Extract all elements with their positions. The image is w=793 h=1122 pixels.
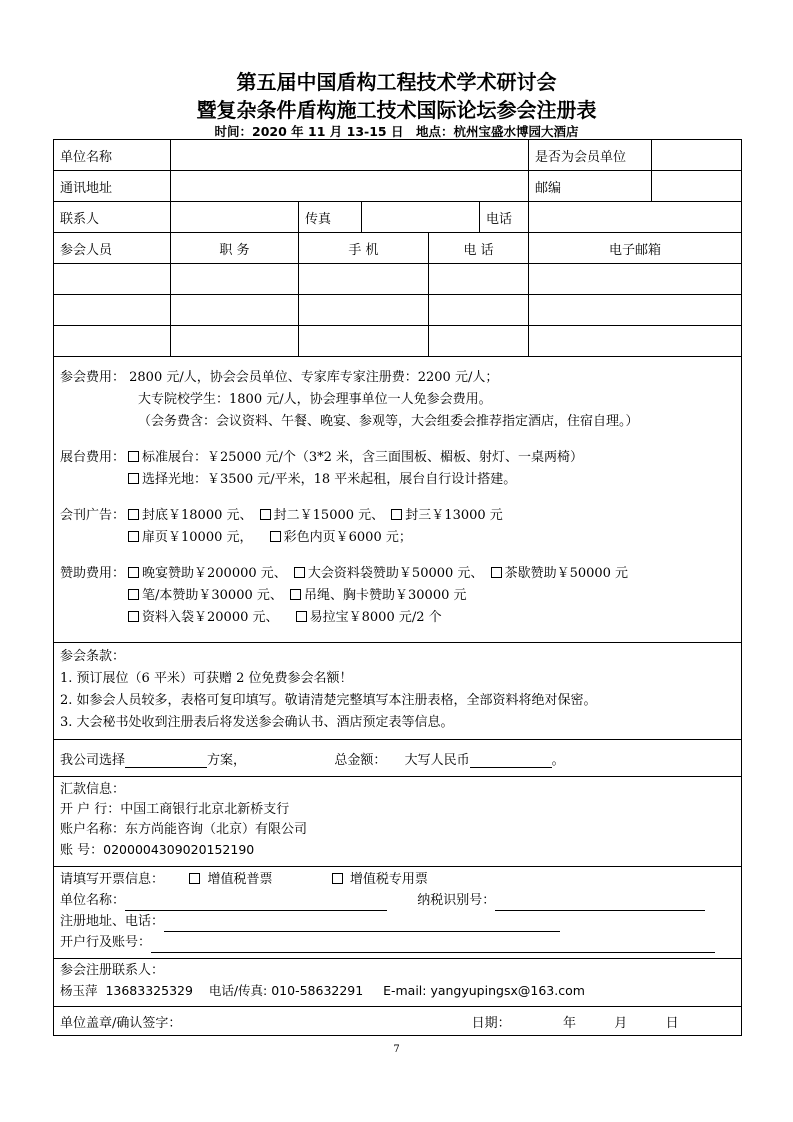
fee-line-2: 大专院校学生：1800 元/人，协会理事单位一人免参会费用。	[138, 392, 492, 407]
position-header: 职 务	[171, 233, 299, 264]
invoice-special-label: 增值税专用票	[349, 872, 428, 887]
terms-item-2: 2. 如参会人员较多，表格可复印填写。敬请清楚完整填写本注册表格，全部资料将绝对保密。	[60, 693, 597, 708]
address-label: 通讯地址	[54, 171, 171, 202]
remit-account-line	[60, 840, 735, 861]
attendee-name-cell[interactable]	[54, 295, 171, 326]
date-label: 日期：	[471, 1015, 511, 1031]
amount-field[interactable]	[470, 752, 552, 768]
day-label: 日	[665, 1015, 679, 1031]
ad-title-page-checkbox[interactable]	[128, 531, 139, 542]
sponsor-line-1	[60, 563, 735, 585]
total-amount-label: 总金额：	[334, 752, 387, 768]
attendee-mobile-cell[interactable]	[299, 264, 429, 295]
sponsor-banquet-text: 晚宴赞助￥200000 元、	[142, 566, 287, 581]
remit-bank: 开 户 行：中国工商银行北京北新桥支行	[60, 802, 290, 817]
attendee-mobile-cell[interactable]	[299, 326, 429, 357]
plan-field[interactable]	[125, 752, 207, 768]
sponsor-banner-text: 易拉宝￥8000 元/2 个	[309, 610, 442, 625]
contact-label: 联系人	[54, 202, 171, 233]
ad-inside-front-text: 封二￥15000 元、	[273, 508, 385, 523]
sponsor-tea-text: 茶歇赞助￥50000 元	[504, 566, 629, 581]
invoice-normal-label: 增值税普票	[207, 872, 273, 887]
terms-section	[54, 643, 742, 740]
year-label: 年	[562, 1015, 576, 1031]
sponsor-lanyard-text: 吊绳、胸卡赞助￥30000 元	[304, 588, 467, 603]
sponsor-pen-checkbox[interactable]	[128, 589, 139, 600]
unit-name-label: 单位名称	[54, 140, 171, 171]
terms-item-3: 3. 大会秘书处收到注册表后将发送参会确认书、酒店预定表等信息。	[60, 715, 454, 730]
invoice-tax-label: 纳税识别号：	[417, 893, 496, 908]
remit-section	[54, 777, 742, 867]
sponsor-line-3	[60, 607, 735, 629]
attendee-name-cell[interactable]	[54, 264, 171, 295]
invoice-section	[54, 867, 742, 959]
invoice-normal-checkbox[interactable]	[189, 873, 200, 884]
ad-line-1	[60, 505, 735, 527]
mobile-header: 手 机	[299, 233, 429, 264]
ad-inside-back-text: 封三￥13000 元	[405, 508, 503, 523]
plan-selection-row	[54, 740, 742, 777]
sponsor-lanyard-checkbox[interactable]	[290, 589, 301, 600]
registration-contact-heading: 参会注册联系人：	[60, 963, 165, 978]
event-time-location: 时间：2020 年 11 月 13-15 日 地点：杭州宝盛水博园大酒店	[214, 124, 579, 139]
fee-line-3: （会务费含：会议资料、午餐、晚宴、参观等，大会组委会推荐指定酒店，住宿自理。）	[138, 414, 639, 429]
invoice-tax-field[interactable]	[495, 895, 705, 911]
attendee-name-cell[interactable]	[54, 326, 171, 357]
attendee-tel-cell[interactable]	[429, 326, 529, 357]
ad-inside-front-checkbox[interactable]	[260, 509, 271, 520]
rmb-label: 大写人民币	[404, 752, 470, 768]
ad-back-cover-text: 封底￥18000 元、	[142, 508, 253, 523]
sponsor-banquet-checkbox[interactable]	[128, 567, 139, 578]
invoice-address-field[interactable]	[164, 916, 560, 932]
fee-line-1: 参会费用： 2800 元/人，协会会员单位、专家库专家注册费：2200 元/人；	[60, 370, 499, 385]
registration-contact-section	[54, 959, 742, 1007]
sponsor-insert-checkbox[interactable]	[128, 611, 139, 622]
booth-raw-space-text: 选择光地：￥3500 元/平米，18 平米起租，展台自行设计搭建。	[142, 472, 517, 487]
postcode-label: 邮编	[529, 171, 652, 202]
ad-inside-back-checkbox[interactable]	[391, 509, 402, 520]
remit-account-name: 账户名称：东方尚能咨询（北京）有限公司	[60, 822, 308, 837]
phone-field[interactable]	[529, 202, 742, 233]
seal-row	[54, 1007, 742, 1036]
remit-heading: 汇款信息：	[60, 782, 126, 797]
title-line-1: 第五届中国盾构工程技术学术研讨会	[236, 70, 557, 94]
sponsor-bag-checkbox[interactable]	[294, 567, 305, 578]
member-unit-label: 是否为会员单位	[529, 140, 652, 171]
attendee-position-cell[interactable]	[171, 264, 299, 295]
phone-label: 电话	[480, 202, 529, 233]
sponsor-bag-text: 大会资料袋赞助￥50000 元、	[307, 566, 484, 581]
page-number: 7	[393, 1044, 400, 1055]
invoice-address-line	[60, 911, 735, 932]
registration-contact-line: 杨玉萍 13683325329 电话/传真: 010-58632291 E-mail: yangyupingsx@163.com	[60, 983, 585, 998]
fax-label: 传真	[299, 202, 362, 233]
sponsor-line-2	[60, 585, 735, 607]
attendee-position-cell[interactable]	[171, 326, 299, 357]
remit-account-number: 0200004309020152190	[103, 842, 255, 857]
tel-header: 电 话	[429, 233, 529, 264]
invoice-heading: 请填写开票信息：	[60, 872, 165, 887]
fees-section	[54, 357, 742, 643]
month-label: 月	[614, 1015, 628, 1031]
attendee-position-cell[interactable]	[171, 295, 299, 326]
attendee-email-cell[interactable]	[529, 264, 742, 295]
remit-account-label: 账 号：	[60, 843, 104, 858]
fax-field[interactable]	[362, 202, 480, 233]
attendee-row	[54, 264, 742, 295]
booth-standard-text: 标准展台：￥25000 元/个（3*2 米，含三面围板、楣板、射灯、一桌两椅）	[142, 450, 584, 465]
attendee-header: 参会人员	[54, 233, 171, 264]
ad-line-2	[60, 527, 735, 549]
unit-name-field[interactable]	[171, 140, 529, 171]
postcode-field[interactable]	[652, 171, 742, 202]
sponsor-label: 赞助费用：	[60, 566, 126, 581]
sponsor-insert-text: 资料入袋￥20000 元、	[142, 610, 279, 625]
attendee-mobile-cell[interactable]	[299, 295, 429, 326]
terms-heading: 参会条款：	[60, 649, 126, 664]
terms-item-1: 1. 预订展位（6 平米）可获赠 2 位免费参会名额！	[60, 671, 353, 686]
email-header: 电子邮箱	[529, 233, 742, 264]
ad-label: 会刊广告：	[60, 508, 126, 523]
attendee-email-cell[interactable]	[529, 295, 742, 326]
period: 。	[551, 752, 565, 768]
plan-choose-label: 我公司选择	[60, 752, 126, 768]
sponsor-banner-checkbox[interactable]	[296, 611, 307, 622]
booth-line-2	[60, 469, 735, 491]
ad-color-page-text: 彩色内页￥6000 元；	[283, 530, 412, 545]
invoice-special-checkbox[interactable]	[332, 873, 343, 884]
attendee-row	[54, 326, 742, 357]
invoice-bank-line	[60, 932, 735, 953]
invoice-unit-label: 单位名称：	[60, 893, 126, 908]
booth-standard-checkbox[interactable]	[128, 451, 139, 462]
invoice-bank-label: 开户行及账号：	[60, 935, 152, 950]
title-line-2: 暨复杂条件盾构施工技术国际论坛参会注册表	[196, 98, 597, 122]
ad-back-cover-checkbox[interactable]	[128, 509, 139, 520]
sponsor-pen-text: 笔/本赞助￥30000 元、	[142, 588, 283, 603]
member-unit-field[interactable]	[652, 140, 742, 171]
attendee-tel-cell[interactable]	[429, 264, 529, 295]
sponsor-tea-checkbox[interactable]	[491, 567, 502, 578]
invoice-type-line	[60, 869, 735, 890]
ad-title-page-text: 扉页￥10000 元，	[142, 530, 253, 545]
booth-line-1	[60, 447, 735, 469]
invoice-bank-field[interactable]	[151, 937, 715, 953]
booth-raw-space-checkbox[interactable]	[128, 473, 139, 484]
attendee-email-cell[interactable]	[529, 326, 742, 357]
seal-label: 单位盖章/确认签字：	[60, 1015, 182, 1031]
contact-field[interactable]	[171, 202, 299, 233]
invoice-unit-line	[60, 890, 735, 911]
attendee-tel-cell[interactable]	[429, 295, 529, 326]
attendee-row	[54, 295, 742, 326]
ad-color-page-checkbox[interactable]	[270, 531, 281, 542]
invoice-address-label: 注册地址、电话：	[60, 914, 165, 929]
booth-label: 展台费用：	[60, 450, 126, 465]
plan-suffix: 方案，	[207, 752, 247, 768]
address-field[interactable]	[171, 171, 529, 202]
registration-form	[53, 139, 742, 1036]
invoice-unit-field[interactable]	[125, 895, 387, 911]
